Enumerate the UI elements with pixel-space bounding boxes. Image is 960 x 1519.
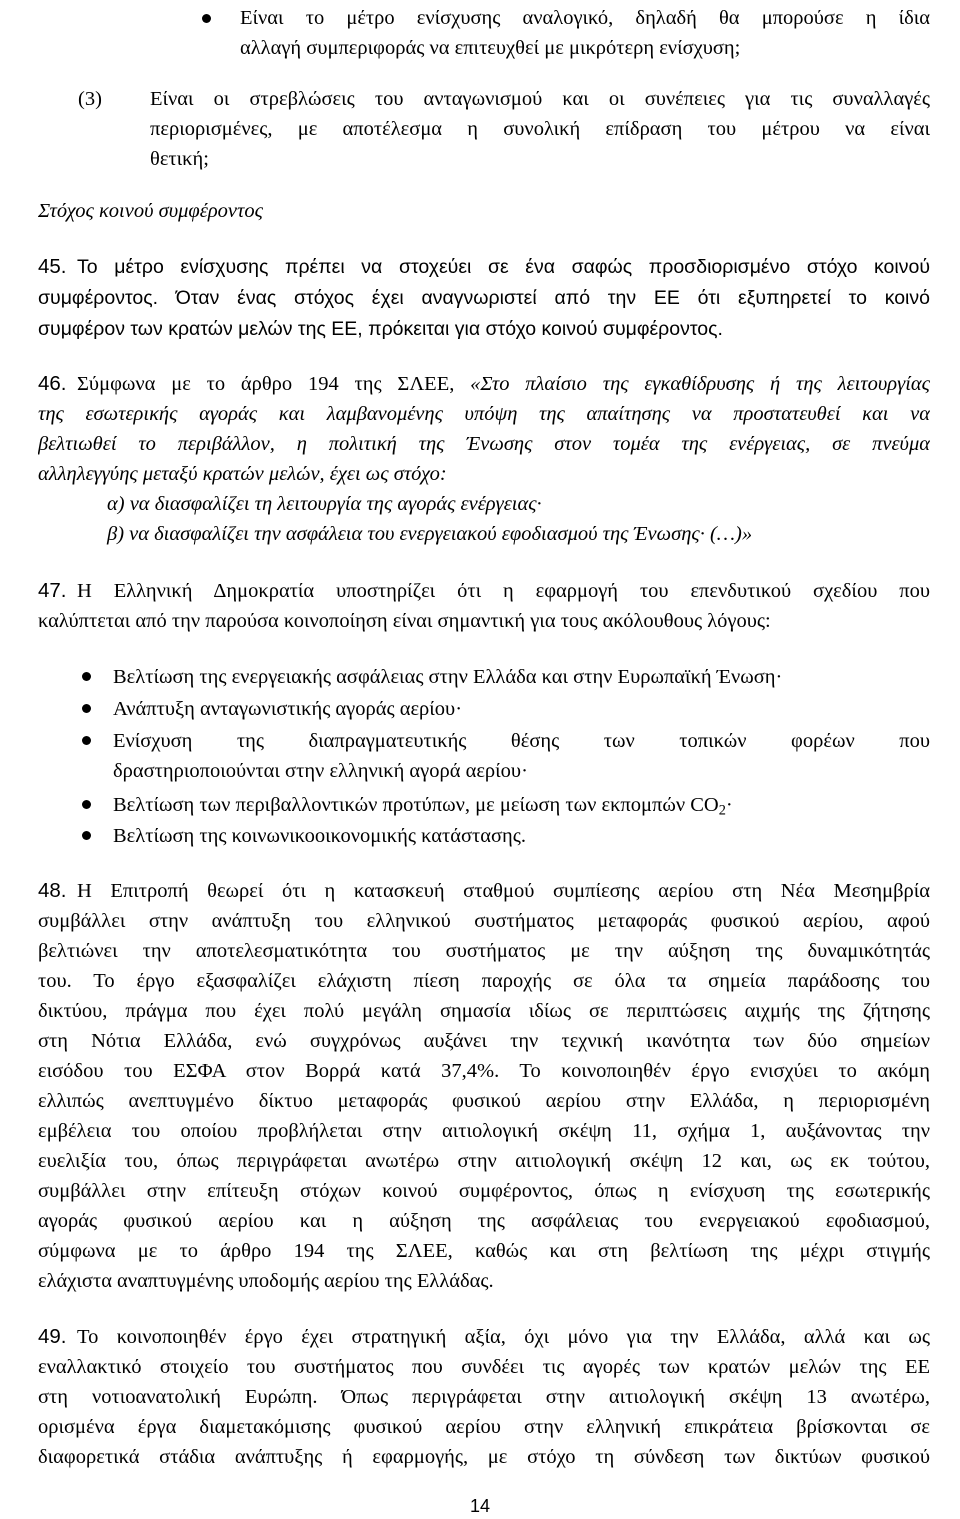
reason-2: Ανάπτυξη ανταγωνιστικής αγοράς αερίου·: [113, 698, 463, 720]
item-3-line-2: περιορισμένες, με αποτέλεσμα η συνολική επίδραση του μέτρου να είναι: [150, 118, 930, 140]
para-48-line-1: Η Επιτροπή θεωρεί ότι η κατασκευή σταθμού συμπίεσης αερίου στη Νέα Μεσημβρία: [77, 880, 930, 902]
para-48-number: 48.: [38, 879, 67, 902]
para-48-line-11: συμβάλλει στην επίτευξη στόχων κοινού συμφέροντος, όπως η ενίσχυση της εσωτερικής: [38, 1180, 930, 1202]
item-3-label: (3): [78, 88, 102, 110]
para-49-line-1: Το κοινοποιηθέν έργο έχει στρατηγική αξία, όχι μόνο για την Ελλάδα, αλλά και ως: [77, 1326, 930, 1348]
para-46-intro: Σύμφωνα με το άρθρο 194 της ΣΛΕΕ,: [77, 373, 471, 395]
top-bullet-line-1: Είναι το μέτρο ενίσχυσης αναλογικό, δηλαδή θα μπορούσε η ίδια: [240, 7, 930, 29]
reason-3-line-1: Ενίσχυση της διαπραγματευτικής θέσης των τοπικών φορέων που: [113, 730, 930, 752]
para-46-line-3: βελτιωθεί το περιβάλλον, η πολιτική της Ένωσης στον τομέα της ενέργειας, σε πνεύμα: [38, 433, 930, 455]
bullet-icon: [202, 14, 211, 23]
para-48-line-14: ελάχιστα αναπτυγμένης υποδομής αερίου της Ελλάδας.: [38, 1270, 494, 1292]
para-49-line-3: στη νοτιοανατολική Ευρώπη. Όπως περιγράφεται στην αιτιολογική σκέψη 13 ανωτέρω,: [38, 1386, 930, 1408]
para-48-line-3: βελτιώνει την αποτελεσματικότητα του συστήματος με την αύξηση της δυναμικότητάς: [38, 940, 930, 962]
para-47-number: 47.: [38, 579, 67, 602]
reason-4-end: ·: [725, 794, 733, 816]
reason-5: Βελτίωση της κοινωνικοοικονομικής κατάστασης.: [113, 825, 527, 847]
para-48-line-2: συμβάλλει στην ανάπτυξη του ελληνικού συστήματος μεταφοράς φυσικού αερίου, αφού: [38, 910, 930, 932]
para-45-line-2: συμφέροντος. Όταν ένας στόχος έχει αναγνωριστεί από την ΕΕ ότι εξυπηρετεί το κοινό: [38, 287, 930, 309]
para-46-line-4: αλληλεγγύης μεταξύ κρατών μελών, έχει ως στόχο:: [38, 463, 447, 485]
para-49-line-2: εναλλακτικό στοιχείο του συστήματος που συνδέει τις αγορές των κρατών μελών της ΕΕ: [38, 1356, 930, 1378]
para-49-line-4: ορισμένα έργα διαμετακόμισης φυσικού αερίου στην ελληνική επικράτεια βρίσκονται σε: [38, 1416, 930, 1438]
para-49-number: 49.: [38, 1325, 67, 1348]
para-46-line-2: της εσωτερικής αγοράς και λαμβανομένης υπόψη της απαίτησης να προστατευθεί και να: [38, 403, 930, 425]
para-48-line-13: σύμφωνα με το άρθρο 194 της ΣΛΕΕ, καθώς και στη βελτίωση της μέχρι στιγμής: [38, 1240, 930, 1262]
reason-1: Βελτίωση της ενεργειακής ασφάλειας στην Ελλάδα και στην Ευρωπαϊκή Ένωση·: [113, 666, 783, 688]
page-number: 14: [469, 1496, 491, 1516]
bullet-icon: [82, 800, 91, 809]
para-48-line-8: ελλιπώς ανεπτυγμένο δίκτυο μεταφοράς φυσικού αερίου στην Ελλάδα, η περιορισμένη: [38, 1090, 930, 1112]
para-48-line-5: δικτύου, πράγμα που έχει πολύ μεγάλη σημασία ιδίως σε περιπτώσεις αιχμής της ζήτησης: [38, 1000, 930, 1022]
para-48-line-12: αγοράς φυσικού αερίου και η αύξηση της ασφάλειας του ενεργειακού εφοδιασμού,: [38, 1210, 930, 1232]
para-45-number: 45.: [38, 255, 67, 278]
bullet-icon: [82, 704, 91, 713]
item-3-line-3: θετική;: [150, 148, 209, 170]
para-47-line-1: Η Ελληνική Δημοκρατία υποστηρίζει ότι η εφαρμογή του επενδυτικού σχεδίου που: [77, 580, 930, 602]
para-47-line-2: καλύπτεται από την παρούσα κοινοποίηση είναι σημαντική για τους ακόλουθους λόγους:: [38, 610, 771, 632]
para-46-sub-a: α) να διασφαλίζει τη λειτουργία της αγοράς ενέργειας·: [107, 493, 542, 515]
item-3-line-1: Είναι οι στρεβλώσεις του ανταγωνισμού και οι συνέπειες για τις συναλλαγές: [150, 88, 930, 110]
para-48-line-10: ευελιξία του, όπως περιγράφεται ανωτέρω στην αιτιολογική σκέψη 12 και, ως εκ τούτου,: [38, 1150, 930, 1172]
para-48-line-6: στη Νότια Ελλάδα, ενώ συγχρόνως αυξάνει την τεχνική ικανότητα των δύο σημείων: [38, 1030, 930, 1052]
para-49-line-5: διαφορετικά στάδια ανάπτυξης ή εφαρμογής, με στόχο τη σύνδεση των δικτύων φυσικού: [38, 1446, 930, 1468]
reason-4-text: Βελτίωση των περιβαλλοντικών προτύπων, με μείωση των εκπομπών CO: [113, 794, 719, 816]
bullet-icon: [82, 736, 91, 745]
reason-4: [113, 790, 960, 820]
bullet-icon: [82, 672, 91, 681]
section-heading: Στόχος κοινού συμφέροντος: [38, 200, 263, 222]
para-46-line-1: [77, 369, 930, 399]
para-46-sub-b: β) να διασφαλίζει την ασφάλεια του ενεργειακού εφοδιασμού της Ένωσης· (…)»: [107, 523, 753, 545]
co2-subscript: 2: [718, 802, 726, 819]
para-45-line-3: συμφέρον των κρατών μελών της ΕΕ, πρόκειται για στόχο κοινού συμφέροντος.: [38, 318, 723, 340]
para-45-line-1: Το μέτρο ενίσχυσης πρέπει να στοχεύει σε ένα σαφώς προσδιορισμένο στόχο κοινού: [77, 256, 930, 278]
para-48-line-4: του. Το έργο εξασφαλίζει ελάχιστη πίεση παροχής σε όλα τα σημεία παράδοσης του: [38, 970, 930, 992]
top-bullet-line-2: αλλαγή συμπεριφοράς να επιτευχθεί με μικρότερη ενίσχυση;: [240, 37, 741, 59]
reason-3-line-2: δραστηριοποιούνται στην ελληνική αγορά αερίου·: [113, 760, 528, 782]
bullet-icon: [82, 831, 91, 840]
para-46-quote-start: «Στο πλαίσιο της εγκαθίδρυσης ή της λειτουργίας: [470, 373, 930, 395]
para-48-line-7: εισόδου του ΕΣΦΑ στον Βορρά κατά 37,4%. Το κοινοποιηθέν έργο ενισχύει το ακόμη: [38, 1060, 930, 1082]
para-48-line-9: εμβέλεια του οποίου προβλήλεται στην αιτιολογική σκέψη 11, σχήμα 1, αυξάνοντας την: [38, 1120, 930, 1142]
para-46-number: 46.: [38, 372, 67, 395]
